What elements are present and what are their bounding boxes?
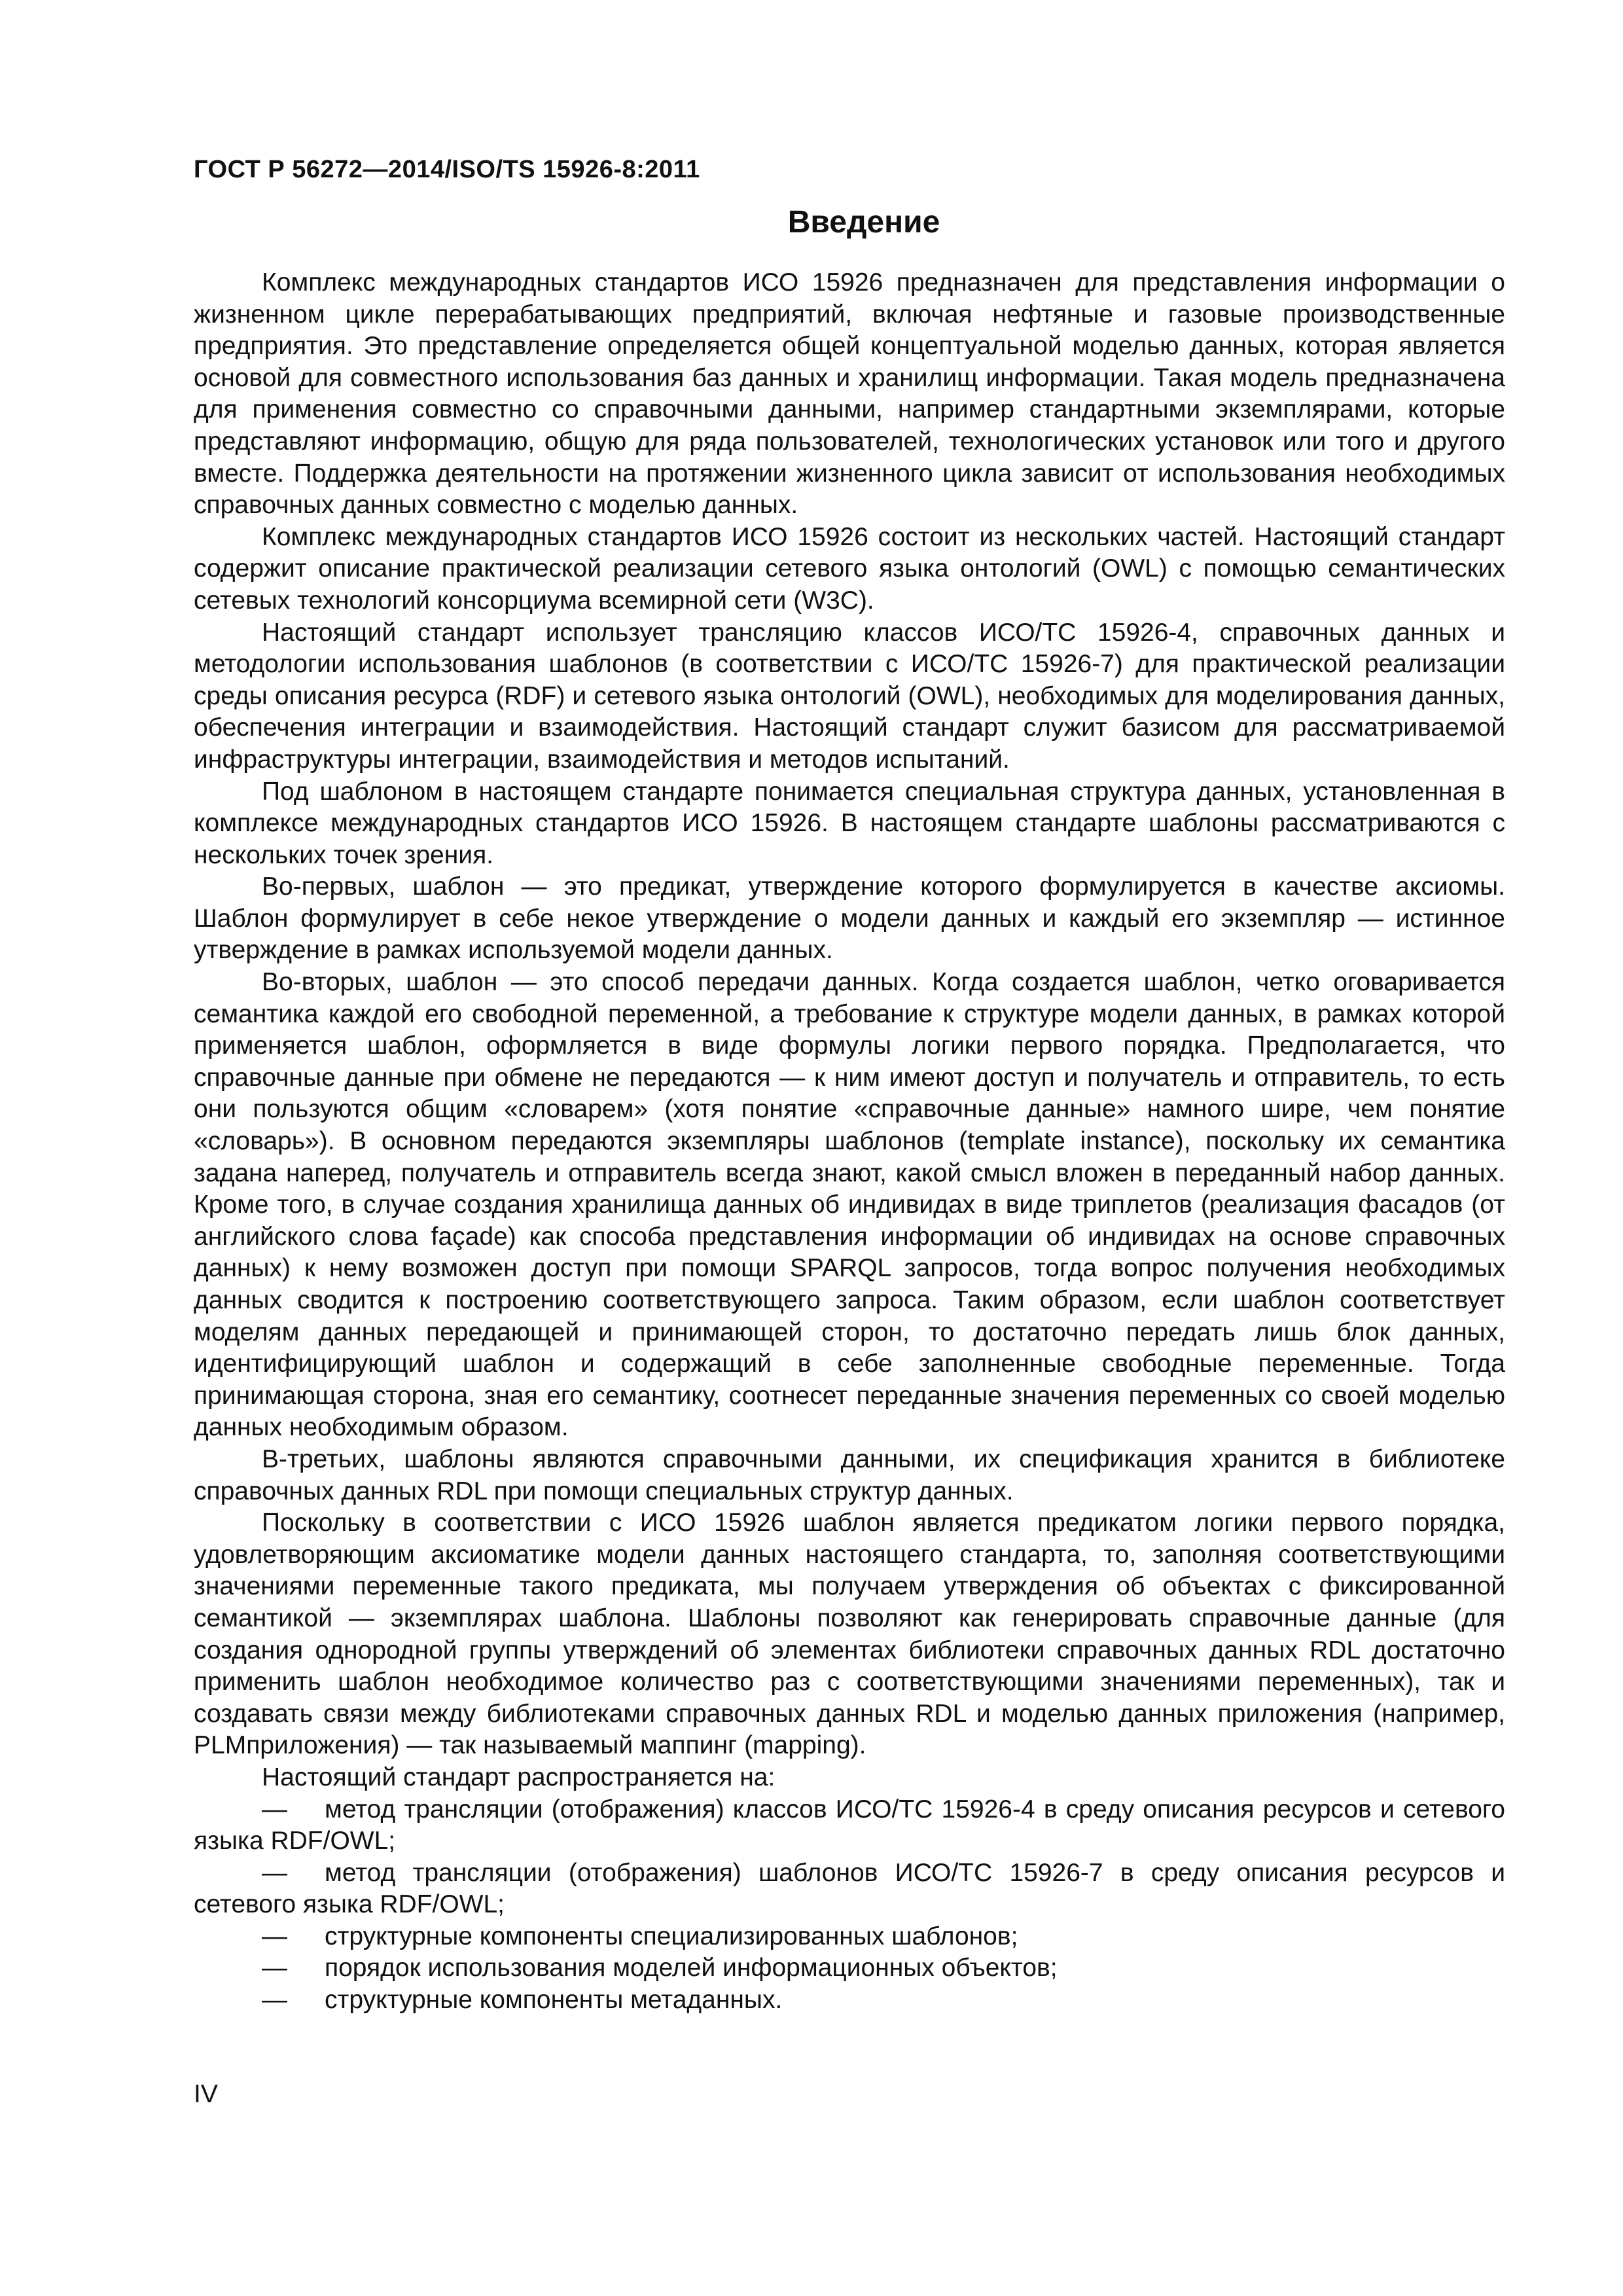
paragraph: Поскольку в соответствии с ИСО 15926 шаблон является предикатом логики первого порядка, удовлетворяющим аксиоматике модели данных настоящего стандарта, то, заполняя соответствующими значениями переменные такого предиката, мы получаем утверждения об объектах с фиксированной семантикой — экземплярах шаблона. Шаблоны позволяют как генерировать справочные данные (для создания однородной группы утверждений об элементах библиотеки справочных данных RDL достаточно применить шаблон необходимое количество раз с соответствующими значениями переменных), так и создавать связи между библиотеками справочных данных RDL и моделью данных приложения (например, PLMприложения) — так называемый маппинг (mapping). bbox=[194, 1509, 1505, 1760]
scope-list-item bbox=[194, 1952, 1505, 1984]
paragraph: Во-вторых, шаблон — это способ передачи данных. Когда создается шаблон, четко оговаривается семантика каждой его свободной переменной, а требование к структуре модели данных, в рамках которой применяется шаблон, оформляется в виде формулы логики первого порядка. Предполагается, что справочные данные при обмене не передаются — к ним имеют доступ и получатель и отправитель, то есть они пользуются общим «словарем» (хотя понятие «справочные данные» намного шире, чем понятие «словарь»). В основном передаются экземпляры шаблонов (template instance), поскольку их семантика задана наперед, получатель и отправитель всегда знают, какой смысл вложен в переданный набор данных. Кроме того, в случае создания хранилища данных об индивидах в виде триплетов (реализация фасадов (от английского слова façade) как способа представления информации об индивидах на основе справочных данных) к нему возможен доступ при помощи SPARQL запросов, тогда вопрос получения необходимых данных сводится к построению соответствующего запроса. Таким образом, если шаблон соответствует моделям данных передающей и принимающей сторон, то достаточно передать лишь блок данных, идентифицирующий шаблон и содержащий в себе заполненные свободные переменные. Тогда принимающая сторона, зная его семантику, соотнесет переданные значения переменных со своей моделью данных необходимым образом. bbox=[194, 968, 1505, 1442]
standard-designation: ГОСТ Р 56272—2014/ISO/TS 15926-8:2011 bbox=[194, 156, 700, 183]
paragraph: Во-первых, шаблон — это предикат, утверждение которого формулируется в качестве аксиомы. Шаблон формулирует в себе некое утверждение о модели данных и каждый его экземпляр — истинное утверждение в рамках используемой модели данных. bbox=[194, 872, 1505, 965]
list-item-text: структурные компоненты метаданных. bbox=[325, 1986, 783, 2015]
paragraph: В-третьих, шаблоны являются справочными данными, их спецификация хранится в библиотеке справочных данных RDL при помощи специальных структур данных. bbox=[194, 1444, 1505, 1505]
list-dash: — bbox=[262, 1954, 287, 1982]
list-item-text: метод трансляции (отображения) шаблонов ИСО/ТС 15926-7 в среду описания ресурсов и сетевого языка RDF/OWL; bbox=[194, 1858, 1505, 1919]
scope-list-intro: Настоящий стандарт распространяется на: bbox=[262, 1763, 776, 1791]
list-item-text: порядок использования моделей информационных объектов; bbox=[325, 1954, 1058, 1982]
scope-list-item bbox=[194, 1794, 1505, 1857]
paragraph: Комплекс международных стандартов ИСО 15926 состоит из нескольких частей. Настоящий стандарт содержит описание практической реализации сетевого языка онтологий (OWL) с помощью семантических сетевых технологий консорциума всемирной сети (W3C). bbox=[194, 522, 1505, 615]
paragraph: Настоящий стандарт использует трансляцию классов ИСО/ТС 15926-4, справочных данных и методологии использования шаблонов (в соответствии с ИСО/ТС 15926-7) для практической реализации среды описания ресурса (RDF) и сетевого языка онтологий (OWL), необходимых для моделирования данных, обеспечения интеграции и взаимодействия. Настоящий стандарт служит базисом для рассматриваемой инфраструктуры интеграции, взаимодействия и методов испытаний. bbox=[194, 618, 1505, 774]
paragraph: Под шаблоном в настоящем стандарте понимается специальная структура данных, установленная в комплексе международных стандартов ИСО 15926. В настоящем стандарте шаблоны рассматриваются с нескольких точек зрения. bbox=[194, 777, 1505, 869]
list-dash: — bbox=[262, 1922, 287, 1950]
section-title: Введение bbox=[787, 205, 940, 240]
list-item-text: метод трансляции (отображения) классов ИСО/ТС 15926-4 в среду описания ресурсов и сетевого языка RDF/OWL; bbox=[194, 1795, 1505, 1856]
scope-list-item bbox=[194, 1921, 1505, 1953]
body-text bbox=[194, 267, 1505, 2017]
scope-list-item bbox=[194, 1984, 1505, 2017]
paragraph: Комплекс международных стандартов ИСО 15926 предназначен для представления информации о жизненном цикле перерабатывающих предприятий, включая нефтяные и газовые производственные предприятия. Это представление определяется общей концептуальной моделью данных, которая является основой для совместного использования баз данных и хранилищ информации. Такая модель предназначена для применения совместно со справочными данными, например стандартными экземплярами, которые представляют информацию, общую для ряда пользователей, технологических установок или того и другого вместе. Поддержка деятельности на протяжении жизненного цикла зависит от использования необходимых справочных данных совместно с моделью данных. bbox=[194, 268, 1505, 520]
list-dash: — bbox=[262, 1858, 287, 1887]
scope-list-item bbox=[194, 1857, 1505, 1921]
list-dash: — bbox=[262, 1795, 287, 1823]
page-number: IV bbox=[194, 2080, 218, 2108]
list-item-text: структурные компоненты специализированных шаблонов; bbox=[325, 1922, 1018, 1950]
list-dash: — bbox=[262, 1986, 287, 2015]
